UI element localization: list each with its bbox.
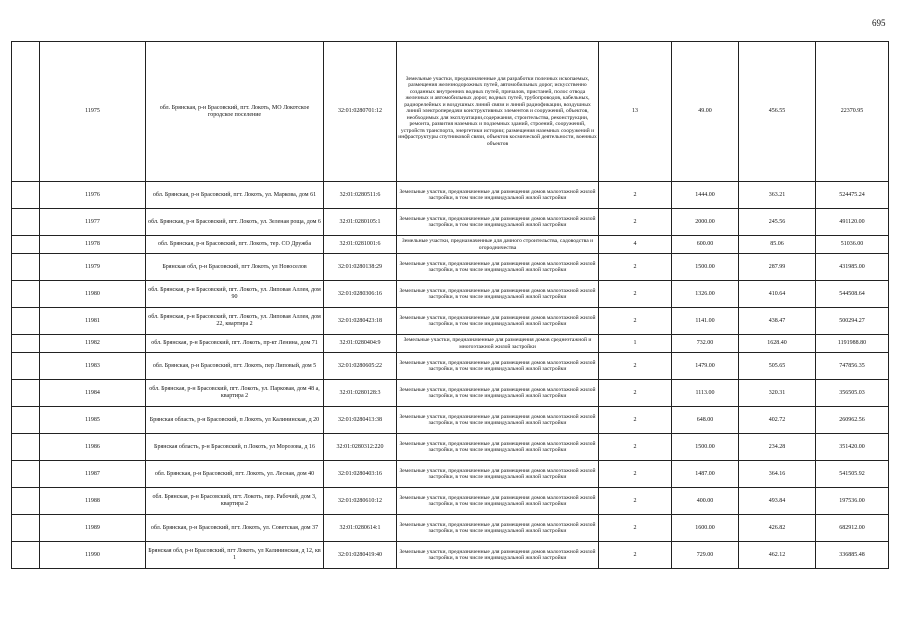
land-purpose-cell: Земельные участки, предназначенные для размещения домов малоэтажной жилой застройки, в том числе индивидуальной жилой застройки	[397, 434, 599, 461]
area-cell: 732.00	[672, 335, 739, 353]
area-cell: 1326.00	[672, 281, 739, 308]
land-purpose-cell: Земельные участки, предназначенные для размещения домов малоэтажной жилой застройки, в том числе индивидуальной жилой застройки	[397, 407, 599, 434]
row-number-cell: 11979	[40, 254, 146, 281]
row-number-cell: 11977	[40, 209, 146, 236]
group-cell: 2	[599, 182, 672, 209]
table-row	[12, 434, 889, 461]
blank-cell	[12, 281, 40, 308]
blank-cell	[12, 434, 40, 461]
land-purpose-cell: Земельные участки, предназначенные для размещения домов малоэтажной жилой застройки, в том числе индивидуальной жилой застройки	[397, 515, 599, 542]
blank-cell	[12, 236, 40, 254]
area-cell: 1444.00	[672, 182, 739, 209]
specific-value-cell: 402.72	[739, 407, 816, 434]
land-purpose-cell: Земельные участки, предназначенные для размещения домов среднеэтажной и многоэтажной жилой застройки	[397, 335, 599, 353]
land-purpose-cell: Земельные участки, предназначенные для размещения домов малоэтажной жилой застройки, в том числе индивидуальной жилой застройки	[397, 380, 599, 407]
table-row	[12, 515, 889, 542]
address-cell: обл. Брянская, р-н Брасовский, пгт. Локоть, ул. Советская, дом 37	[146, 515, 324, 542]
group-cell: 1	[599, 335, 672, 353]
row-number-cell: 11982	[40, 335, 146, 353]
land-purpose-cell: Земельные участки, предназначенные для размещения домов малоэтажной жилой застройки, в том числе индивидуальной жилой застройки	[397, 542, 599, 569]
address-cell: обл. Брянская, р-н Брасовский, пгт. Локоть, пер. Рабочий, дом 3, квартира 2	[146, 488, 324, 515]
row-number-cell: 11981	[40, 308, 146, 335]
specific-value-cell: 426.82	[739, 515, 816, 542]
blank-cell	[12, 461, 40, 488]
group-cell: 2	[599, 254, 672, 281]
land-purpose-cell: Земельные участки, предназначенные для размещения домов малоэтажной жилой застройки, в том числе индивидуальной жилой застройки	[397, 254, 599, 281]
cadastral-value-cell: 544508.64	[816, 281, 889, 308]
cadastral-value-cell: 524475.24	[816, 182, 889, 209]
land-purpose-cell: Земельные участки, предназначенные для дачного строительства, садоводства и огородничества	[397, 236, 599, 254]
group-cell: 4	[599, 236, 672, 254]
group-cell: 2	[599, 281, 672, 308]
land-purpose-cell: Земельные участки, предназначенные для размещения домов малоэтажной жилой застройки, в том числе индивидуальной жилой застройки	[397, 182, 599, 209]
address-cell: обл. Брянская, р-н Брасовский, пгт. Локоть, ул. Маркова, дом 61	[146, 182, 324, 209]
blank-cell	[12, 353, 40, 380]
land-purpose-cell: Земельные участки, предназначенные для разработки полезных ископаемых, размещения железнодорожных путей, автомобильных дорог, искусственно созданных внутренних водных путей, причалов, пристаней, полос отвода железных и автомобильных дорог, водных путей, трубопроводов, кабельных, радиорелейных и воздушных линий связи и линий радиофикации, воздушных линий электропередачи конструктивных элементов и сооружений, объектов, необходимых для эксплуатации,содержания, строительства, реконструкции, ремонта, развития наземных и подземных зданий, строений, сооружений, устройств транспорта, энергетики истории; размещения наземных сооружений и инфраструктуры спутниковой связи, объектов космической деятельности, военных объектов	[397, 42, 599, 182]
address-cell: Брянская обл, р-н Брасовский, пгт Локоть, ул Новоселов	[146, 254, 324, 281]
address-cell: обл. Брянская, р-н Брасовский, пгт. Локоть, пер Липовый, дом 5	[146, 353, 324, 380]
table-row	[12, 488, 889, 515]
cadastral-number-cell: 32:01:0280138:29	[324, 254, 397, 281]
cadastral-value-cell: 351420.00	[816, 434, 889, 461]
table-row	[12, 236, 889, 254]
blank-cell	[12, 308, 40, 335]
specific-value-cell: 245.56	[739, 209, 816, 236]
row-number-cell: 11978	[40, 236, 146, 254]
address-cell: Брянская область, р-н Брасовский, п Локоть, ул Калининская, д 20	[146, 407, 324, 434]
group-cell: 13	[599, 42, 672, 182]
group-cell: 2	[599, 515, 672, 542]
area-cell: 49.00	[672, 42, 739, 182]
group-cell: 2	[599, 353, 672, 380]
cadastral-number-cell: 32:01:0280423:18	[324, 308, 397, 335]
land-purpose-cell: Земельные участки, предназначенные для размещения домов малоэтажной жилой застройки, в том числе индивидуальной жилой застройки	[397, 281, 599, 308]
blank-cell	[12, 254, 40, 281]
blank-cell	[12, 542, 40, 569]
table-row	[12, 209, 889, 236]
land-purpose-cell: Земельные участки, предназначенные для размещения домов малоэтажной жилой застройки, в том числе индивидуальной жилой застройки	[397, 488, 599, 515]
address-cell: обл. Брянская, р-н Брасовский, пгт. Локоть, тер. СО Дружба	[146, 236, 324, 254]
land-purpose-cell: Земельные участки, предназначенные для размещения домов малоэтажной жилой застройки, в том числе индивидуальной жилой застройки	[397, 461, 599, 488]
specific-value-cell: 410.64	[739, 281, 816, 308]
address-cell: Брянская обл, р-н Брасовский, пгт Локоть, ул Калининская, д 12, кв 1	[146, 542, 324, 569]
area-cell: 1479.00	[672, 353, 739, 380]
row-number-cell: 11986	[40, 434, 146, 461]
blank-cell	[12, 515, 40, 542]
address-cell: обл. Брянская, р-н Брасовский, пгт. Локоть, ул. Зеленая роща, дом 6	[146, 209, 324, 236]
area-cell: 1487.00	[672, 461, 739, 488]
specific-value-cell: 462.12	[739, 542, 816, 569]
cadastral-value-cell: 682912.00	[816, 515, 889, 542]
table-row	[12, 308, 889, 335]
row-number-cell: 11980	[40, 281, 146, 308]
table-row	[12, 353, 889, 380]
specific-value-cell: 438.47	[739, 308, 816, 335]
blank-cell	[12, 380, 40, 407]
area-cell: 1500.00	[672, 254, 739, 281]
row-number-cell: 11987	[40, 461, 146, 488]
cadastral-value-cell: 747856.35	[816, 353, 889, 380]
specific-value-cell: 234.28	[739, 434, 816, 461]
table-row	[12, 42, 889, 182]
cadastral-number-cell: 32:01:0280605:22	[324, 353, 397, 380]
table-row	[12, 281, 889, 308]
blank-cell	[12, 42, 40, 182]
cadastral-value-cell: 500294.27	[816, 308, 889, 335]
group-cell: 2	[599, 407, 672, 434]
land-purpose-cell: Земельные участки, предназначенные для размещения домов малоэтажной жилой застройки, в том числе индивидуальной жилой застройки	[397, 209, 599, 236]
area-cell: 2000.00	[672, 209, 739, 236]
area-cell: 729.00	[672, 542, 739, 569]
cadastral-number-cell: 32:01:0280312:220	[324, 434, 397, 461]
address-cell: обл. Брянская, р-н Брасовский, пгт. Локоть, пр-кт Ленина, дом 71	[146, 335, 324, 353]
area-cell: 1113.00	[672, 380, 739, 407]
cadastral-value-cell: 197536.00	[816, 488, 889, 515]
cadastral-number-cell: 32:01:0280105:1	[324, 209, 397, 236]
row-number-cell: 11976	[40, 182, 146, 209]
cadastral-number-cell: 32:01:0281001:6	[324, 236, 397, 254]
cadastral-number-cell: 32:01:0280306:16	[324, 281, 397, 308]
cadastral-number-cell: 32:01:0280511:6	[324, 182, 397, 209]
cadastral-number-cell: 32:01:0280701:12	[324, 42, 397, 182]
row-number-cell: 11983	[40, 353, 146, 380]
cadastral-value-cell: 1191988.80	[816, 335, 889, 353]
cadastral-number-cell: 32:01:0280128:3	[324, 380, 397, 407]
table-row	[12, 380, 889, 407]
cadastral-number-cell: 32:01:0280403:16	[324, 461, 397, 488]
cadastral-value-cell: 491120.00	[816, 209, 889, 236]
land-purpose-cell: Земельные участки, предназначенные для размещения домов малоэтажной жилой застройки, в том числе индивидуальной жилой застройки	[397, 308, 599, 335]
address-cell: обл. Брянская, р-н Брасовский, пгт. Локоть, ул. Липовая Аллея, дом 90	[146, 281, 324, 308]
cadastral-value-cell: 51036.00	[816, 236, 889, 254]
group-cell: 2	[599, 308, 672, 335]
group-cell: 2	[599, 488, 672, 515]
blank-cell	[12, 335, 40, 353]
cadastral-value-cell: 336885.48	[816, 542, 889, 569]
specific-value-cell: 364.16	[739, 461, 816, 488]
table-body	[12, 42, 889, 569]
blank-cell	[12, 407, 40, 434]
area-cell: 1141.00	[672, 308, 739, 335]
blank-cell	[12, 209, 40, 236]
address-cell: Брянская область, р-н Брасовский, п Локоть, ул Морозова, д 16	[146, 434, 324, 461]
cadastral-number-cell: 32:01:0280610:12	[324, 488, 397, 515]
table-row	[12, 542, 889, 569]
row-number-cell: 11984	[40, 380, 146, 407]
table-row	[12, 335, 889, 353]
cadastral-number-cell: 32:01:0280419:40	[324, 542, 397, 569]
group-cell: 2	[599, 434, 672, 461]
row-number-cell: 11990	[40, 542, 146, 569]
cadastral-value-cell: 22370.95	[816, 42, 889, 182]
table-row	[12, 407, 889, 434]
specific-value-cell: 493.84	[739, 488, 816, 515]
cadastral-number-cell: 32:01:0280614:1	[324, 515, 397, 542]
area-cell: 648.00	[672, 407, 739, 434]
area-cell: 1500.00	[672, 434, 739, 461]
row-number-cell: 11975	[40, 42, 146, 182]
group-cell: 2	[599, 461, 672, 488]
cadastral-value-cell: 431985.00	[816, 254, 889, 281]
page-number: 695	[872, 18, 886, 28]
specific-value-cell: 85.06	[739, 236, 816, 254]
group-cell: 2	[599, 209, 672, 236]
row-number-cell: 11988	[40, 488, 146, 515]
specific-value-cell: 1628.40	[739, 335, 816, 353]
specific-value-cell: 320.31	[739, 380, 816, 407]
area-cell: 400.00	[672, 488, 739, 515]
cadastral-value-cell: 260962.56	[816, 407, 889, 434]
specific-value-cell: 363.21	[739, 182, 816, 209]
table-row	[12, 461, 889, 488]
row-number-cell: 11989	[40, 515, 146, 542]
row-number-cell: 11985	[40, 407, 146, 434]
address-cell: обл. Брянская, р-н Брасовский, пгт. Локоть, ул. Лесная, дом 40	[146, 461, 324, 488]
cadastral-number-cell: 32:01:0280404:9	[324, 335, 397, 353]
cadastral-number-cell: 32:01:0280413:38	[324, 407, 397, 434]
blank-cell	[12, 488, 40, 515]
address-cell: обл. Брянская, р-н Брасовский, пгт. Локоть, МО Локотское городское поселение	[146, 42, 324, 182]
specific-value-cell: 287.99	[739, 254, 816, 281]
address-cell: обл. Брянская, р-н Брасовский, пгт. Локоть, ул. Парковая, дом 48 а, квартира 2	[146, 380, 324, 407]
table-row	[12, 254, 889, 281]
cadastral-value-table	[11, 41, 889, 569]
address-cell: обл. Брянская, р-н Брасовский, пгт. Локоть, ул. Липовая Аллея, дом 22, квартира 2	[146, 308, 324, 335]
blank-cell	[12, 182, 40, 209]
area-cell: 1600.00	[672, 515, 739, 542]
cadastral-value-cell: 356505.03	[816, 380, 889, 407]
land-purpose-cell: Земельные участки, предназначенные для размещения домов малоэтажной жилой застройки, в том числе индивидуальной жилой застройки	[397, 353, 599, 380]
area-cell: 600.00	[672, 236, 739, 254]
group-cell: 2	[599, 542, 672, 569]
specific-value-cell: 505.65	[739, 353, 816, 380]
table-row	[12, 182, 889, 209]
group-cell: 2	[599, 380, 672, 407]
cadastral-value-cell: 541505.92	[816, 461, 889, 488]
specific-value-cell: 456.55	[739, 42, 816, 182]
